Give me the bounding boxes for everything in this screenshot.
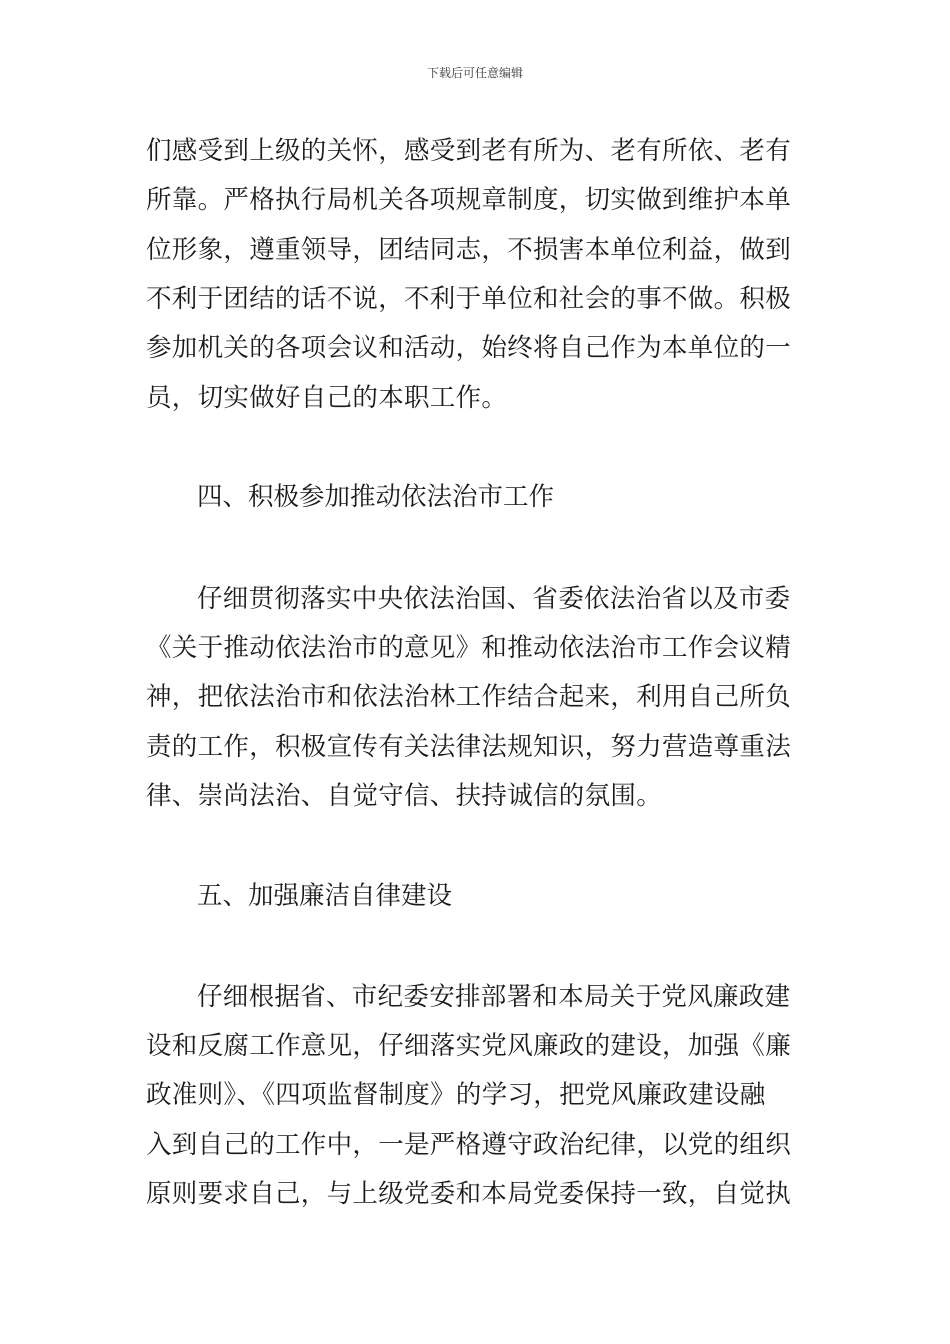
paragraph-line: 员，切实做好自己的本职工作。 [146,383,508,413]
paragraph-line: 原则要求自己，与上级党委和本局党委保持一致，自觉执 [146,1179,792,1209]
paragraph-line: 入到自己的工作中，一是严格遵守政治纪律，以党的组织 [146,1130,792,1160]
paragraph-line: 设和反腐工作意见，仔细落实党风廉政的建设，加强《廉 [146,1031,792,1061]
paragraph-line: 政准则》、《四项监督制度》的学习，把党风廉政建设融 [146,1080,766,1110]
paragraph-line: 不利于团结的话不说，不利于单位和社会的事不做。积极 [146,284,792,314]
paragraph-line: 仔细贯彻落实中央依法治国、省委依法治省以及市委 [197,584,791,614]
paragraph-line: 们感受到上级的关怀，感受到老有所为、老有所依、老有 [146,136,792,166]
paragraph-line: 神，把依法治市和依法治林工作结合起来，利用自己所负 [146,682,792,712]
paragraph-line: 律、崇尚法治、自觉守信、扶持诚信的氛围。 [146,781,663,811]
paragraph-line: 《关于推动依法治市的意见》和推动依法治市工作会议精 [146,633,792,663]
paragraph-line: 责的工作，积极宣传有关法律法规知识，努力营造尊重法 [146,732,792,762]
paragraph-line: 仔细根据省、市纪委安排部署和本局关于党风廉政建 [197,982,791,1012]
section-heading: 四、积极参加推动依法治市工作 [197,482,555,512]
paragraph-line: 位形象，遵重领导，团结同志，不损害本单位利益，做到 [146,235,792,265]
paragraph-line: 参加机关的各项会议和活动，始终将自己作为本单位的一 [146,333,792,363]
paragraph-line: 所靠。严格执行局机关各项规章制度，切实做到维护本单 [146,185,792,215]
section-heading: 五、加强廉洁自律建设 [197,881,453,911]
page-header: 下载后可任意编辑 [426,66,523,80]
